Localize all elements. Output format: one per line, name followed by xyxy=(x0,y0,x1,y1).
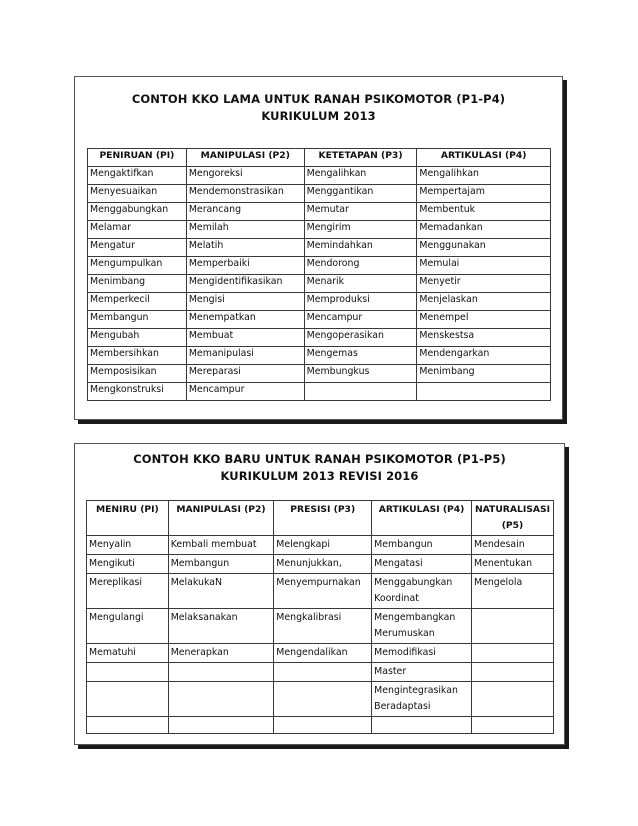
table-cell xyxy=(472,717,554,734)
table-row xyxy=(88,275,551,293)
table-cell: Mereplikasi xyxy=(87,574,169,609)
table-cell: Menggabungkan Koordinat xyxy=(372,574,472,609)
table-cell: Mengelola xyxy=(472,574,554,609)
table-row xyxy=(87,644,554,663)
table-cell: Menerapkan xyxy=(168,644,274,663)
table-cell: Master xyxy=(372,663,472,682)
table-row xyxy=(88,221,551,239)
table-cell: Mengalihkan xyxy=(304,167,417,185)
table-cell xyxy=(472,644,554,663)
table2-title-line2: KURIKULUM 2013 REVISI 2016 xyxy=(220,469,419,483)
table-cell: Mengoperasikan xyxy=(304,329,417,347)
table-cell: Menyalin xyxy=(87,536,169,555)
table-cell xyxy=(472,609,554,644)
table1-column-header: PENIRUAN (PI) xyxy=(88,149,187,167)
table-row xyxy=(88,383,551,401)
table-cell: Menskestsa xyxy=(417,329,551,347)
table-row xyxy=(88,185,551,203)
table-row xyxy=(88,329,551,347)
table-cell: Memperkecil xyxy=(88,293,187,311)
table-cell: Menyetir xyxy=(417,275,551,293)
table-cell: Menentukan xyxy=(472,555,554,574)
table-row xyxy=(88,257,551,275)
table-cell xyxy=(472,682,554,717)
table-row xyxy=(87,717,554,734)
table-cell: Mengidentifikasikan xyxy=(186,275,304,293)
table-cell xyxy=(168,682,274,717)
table-cell: Mengatur xyxy=(88,239,187,257)
table-row xyxy=(88,311,551,329)
table-cell: Memanipulasi xyxy=(186,347,304,365)
table-row xyxy=(88,239,551,257)
table-cell: Menempatkan xyxy=(186,311,304,329)
table-cell: Mendengarkan xyxy=(417,347,551,365)
table-cell xyxy=(304,383,417,401)
table-row xyxy=(88,365,551,383)
table2-column-header: MENIRU (PI) xyxy=(87,501,169,536)
table-cell: Mendemonstrasikan xyxy=(186,185,304,203)
table-cell: Menimbang xyxy=(88,275,187,293)
table-cell: Menggunakan xyxy=(417,239,551,257)
table-cell: Memulai xyxy=(417,257,551,275)
table-cell xyxy=(168,717,274,734)
table-cell: Memadankan xyxy=(417,221,551,239)
kko-lama-table xyxy=(87,148,551,401)
table-cell: Menyempurnakan xyxy=(274,574,372,609)
table-cell: Menggabungkan xyxy=(88,203,187,221)
kko-lama-card xyxy=(74,76,563,420)
table-cell: Mengemas xyxy=(304,347,417,365)
table2-title-line1: CONTOH KKO BARU UNTUK RANAH PSIKOMOTOR (P1-P5) xyxy=(133,452,506,466)
table-cell: Membangun xyxy=(168,555,274,574)
table-cell xyxy=(274,717,372,734)
table-cell xyxy=(372,717,472,734)
table-cell: Memilah xyxy=(186,221,304,239)
table-row xyxy=(87,536,554,555)
table-cell: Melaksanakan xyxy=(168,609,274,644)
table2-column-header: NATURALISASI (P5) xyxy=(472,501,554,536)
table1-title-line1: CONTOH KKO LAMA UNTUK RANAH PSIKOMOTOR (P1-P4) xyxy=(131,92,506,106)
table-row xyxy=(88,167,551,185)
table2-column-header: MANIPULASI (P2) xyxy=(168,501,274,536)
table-cell: Membangun xyxy=(88,311,187,329)
table-cell: Mengoreksi xyxy=(186,167,304,185)
table-row xyxy=(87,609,554,644)
table2-header-row xyxy=(87,501,554,536)
table-cell: Mematuhi xyxy=(87,644,169,663)
table1-title-line2: KURIKULUM 2013 xyxy=(261,109,376,123)
table-cell xyxy=(417,383,551,401)
table-row xyxy=(87,682,554,717)
table2-column-header: PRESISI (P3) xyxy=(274,501,372,536)
table1-title xyxy=(75,77,562,125)
kko-baru-card xyxy=(74,443,565,745)
table-cell: Melengkapi xyxy=(274,536,372,555)
table-cell: Mengirim xyxy=(304,221,417,239)
table2-column-header: ARTIKULASI (P4) xyxy=(372,501,472,536)
table-cell: Mempertajam xyxy=(417,185,551,203)
table-cell: Membangun xyxy=(372,536,472,555)
table-cell xyxy=(472,663,554,682)
table2-title xyxy=(75,444,564,485)
table-cell: Memperbaiki xyxy=(186,257,304,275)
table-cell: Melamar xyxy=(88,221,187,239)
table-cell: Mengembangkan Merumuskan xyxy=(372,609,472,644)
table-cell: Mereparasi xyxy=(186,365,304,383)
table-cell: Mencampur xyxy=(304,311,417,329)
table-row xyxy=(87,574,554,609)
table-cell: Memproduksi xyxy=(304,293,417,311)
table-row xyxy=(88,293,551,311)
table-row xyxy=(88,347,551,365)
table-cell xyxy=(274,682,372,717)
table-cell: Mengaktifkan xyxy=(88,167,187,185)
table-cell: Melatih xyxy=(186,239,304,257)
table-cell xyxy=(87,682,169,717)
table-cell: Menjelaskan xyxy=(417,293,551,311)
table-cell xyxy=(274,663,372,682)
table-cell: Merancang xyxy=(186,203,304,221)
table-cell: Mengulangi xyxy=(87,609,169,644)
table-cell: Mendorong xyxy=(304,257,417,275)
table-cell: Mengalihkan xyxy=(417,167,551,185)
table-cell: Mengisi xyxy=(186,293,304,311)
table-cell: Menimbang xyxy=(417,365,551,383)
table-cell: Membersihkan xyxy=(88,347,187,365)
table-cell: Memposisikan xyxy=(88,365,187,383)
table1-column-header: KETETAPAN (P3) xyxy=(304,149,417,167)
table-cell: Mendesain xyxy=(472,536,554,555)
table-cell: Menggantikan xyxy=(304,185,417,203)
table-row xyxy=(88,203,551,221)
table-cell: MelakukaN xyxy=(168,574,274,609)
table-cell: Menarik xyxy=(304,275,417,293)
table-cell: Mengubah xyxy=(88,329,187,347)
table-cell: Membungkus xyxy=(304,365,417,383)
table-cell: Membentuk xyxy=(417,203,551,221)
table-cell: Memodifikasi xyxy=(372,644,472,663)
table-row xyxy=(87,555,554,574)
table-cell: Memutar xyxy=(304,203,417,221)
table-cell: Mengumpulkan xyxy=(88,257,187,275)
table-cell: Kembali membuat xyxy=(168,536,274,555)
table-cell: Mengkalibrasi xyxy=(274,609,372,644)
table-cell: Mengkonstruksi xyxy=(88,383,187,401)
kko-baru-table xyxy=(86,500,554,734)
table-cell xyxy=(168,663,274,682)
table-cell: Menunjukkan, xyxy=(274,555,372,574)
table-cell: Mengintegrasikan Beradaptasi xyxy=(372,682,472,717)
table-cell xyxy=(87,663,169,682)
table-cell: Mengatasi xyxy=(372,555,472,574)
table-row xyxy=(87,663,554,682)
table-cell: Menempel xyxy=(417,311,551,329)
table-cell: Memindahkan xyxy=(304,239,417,257)
table1-column-header: MANIPULASI (P2) xyxy=(186,149,304,167)
table-cell: Mengikuti xyxy=(87,555,169,574)
table-cell xyxy=(87,717,169,734)
table-cell: Membuat xyxy=(186,329,304,347)
table1-header-row xyxy=(88,149,551,167)
table1-column-header: ARTIKULASI (P4) xyxy=(417,149,551,167)
table-cell: Menyesuaikan xyxy=(88,185,187,203)
table-cell: Mengendalikan xyxy=(274,644,372,663)
table-cell: Mencampur xyxy=(186,383,304,401)
